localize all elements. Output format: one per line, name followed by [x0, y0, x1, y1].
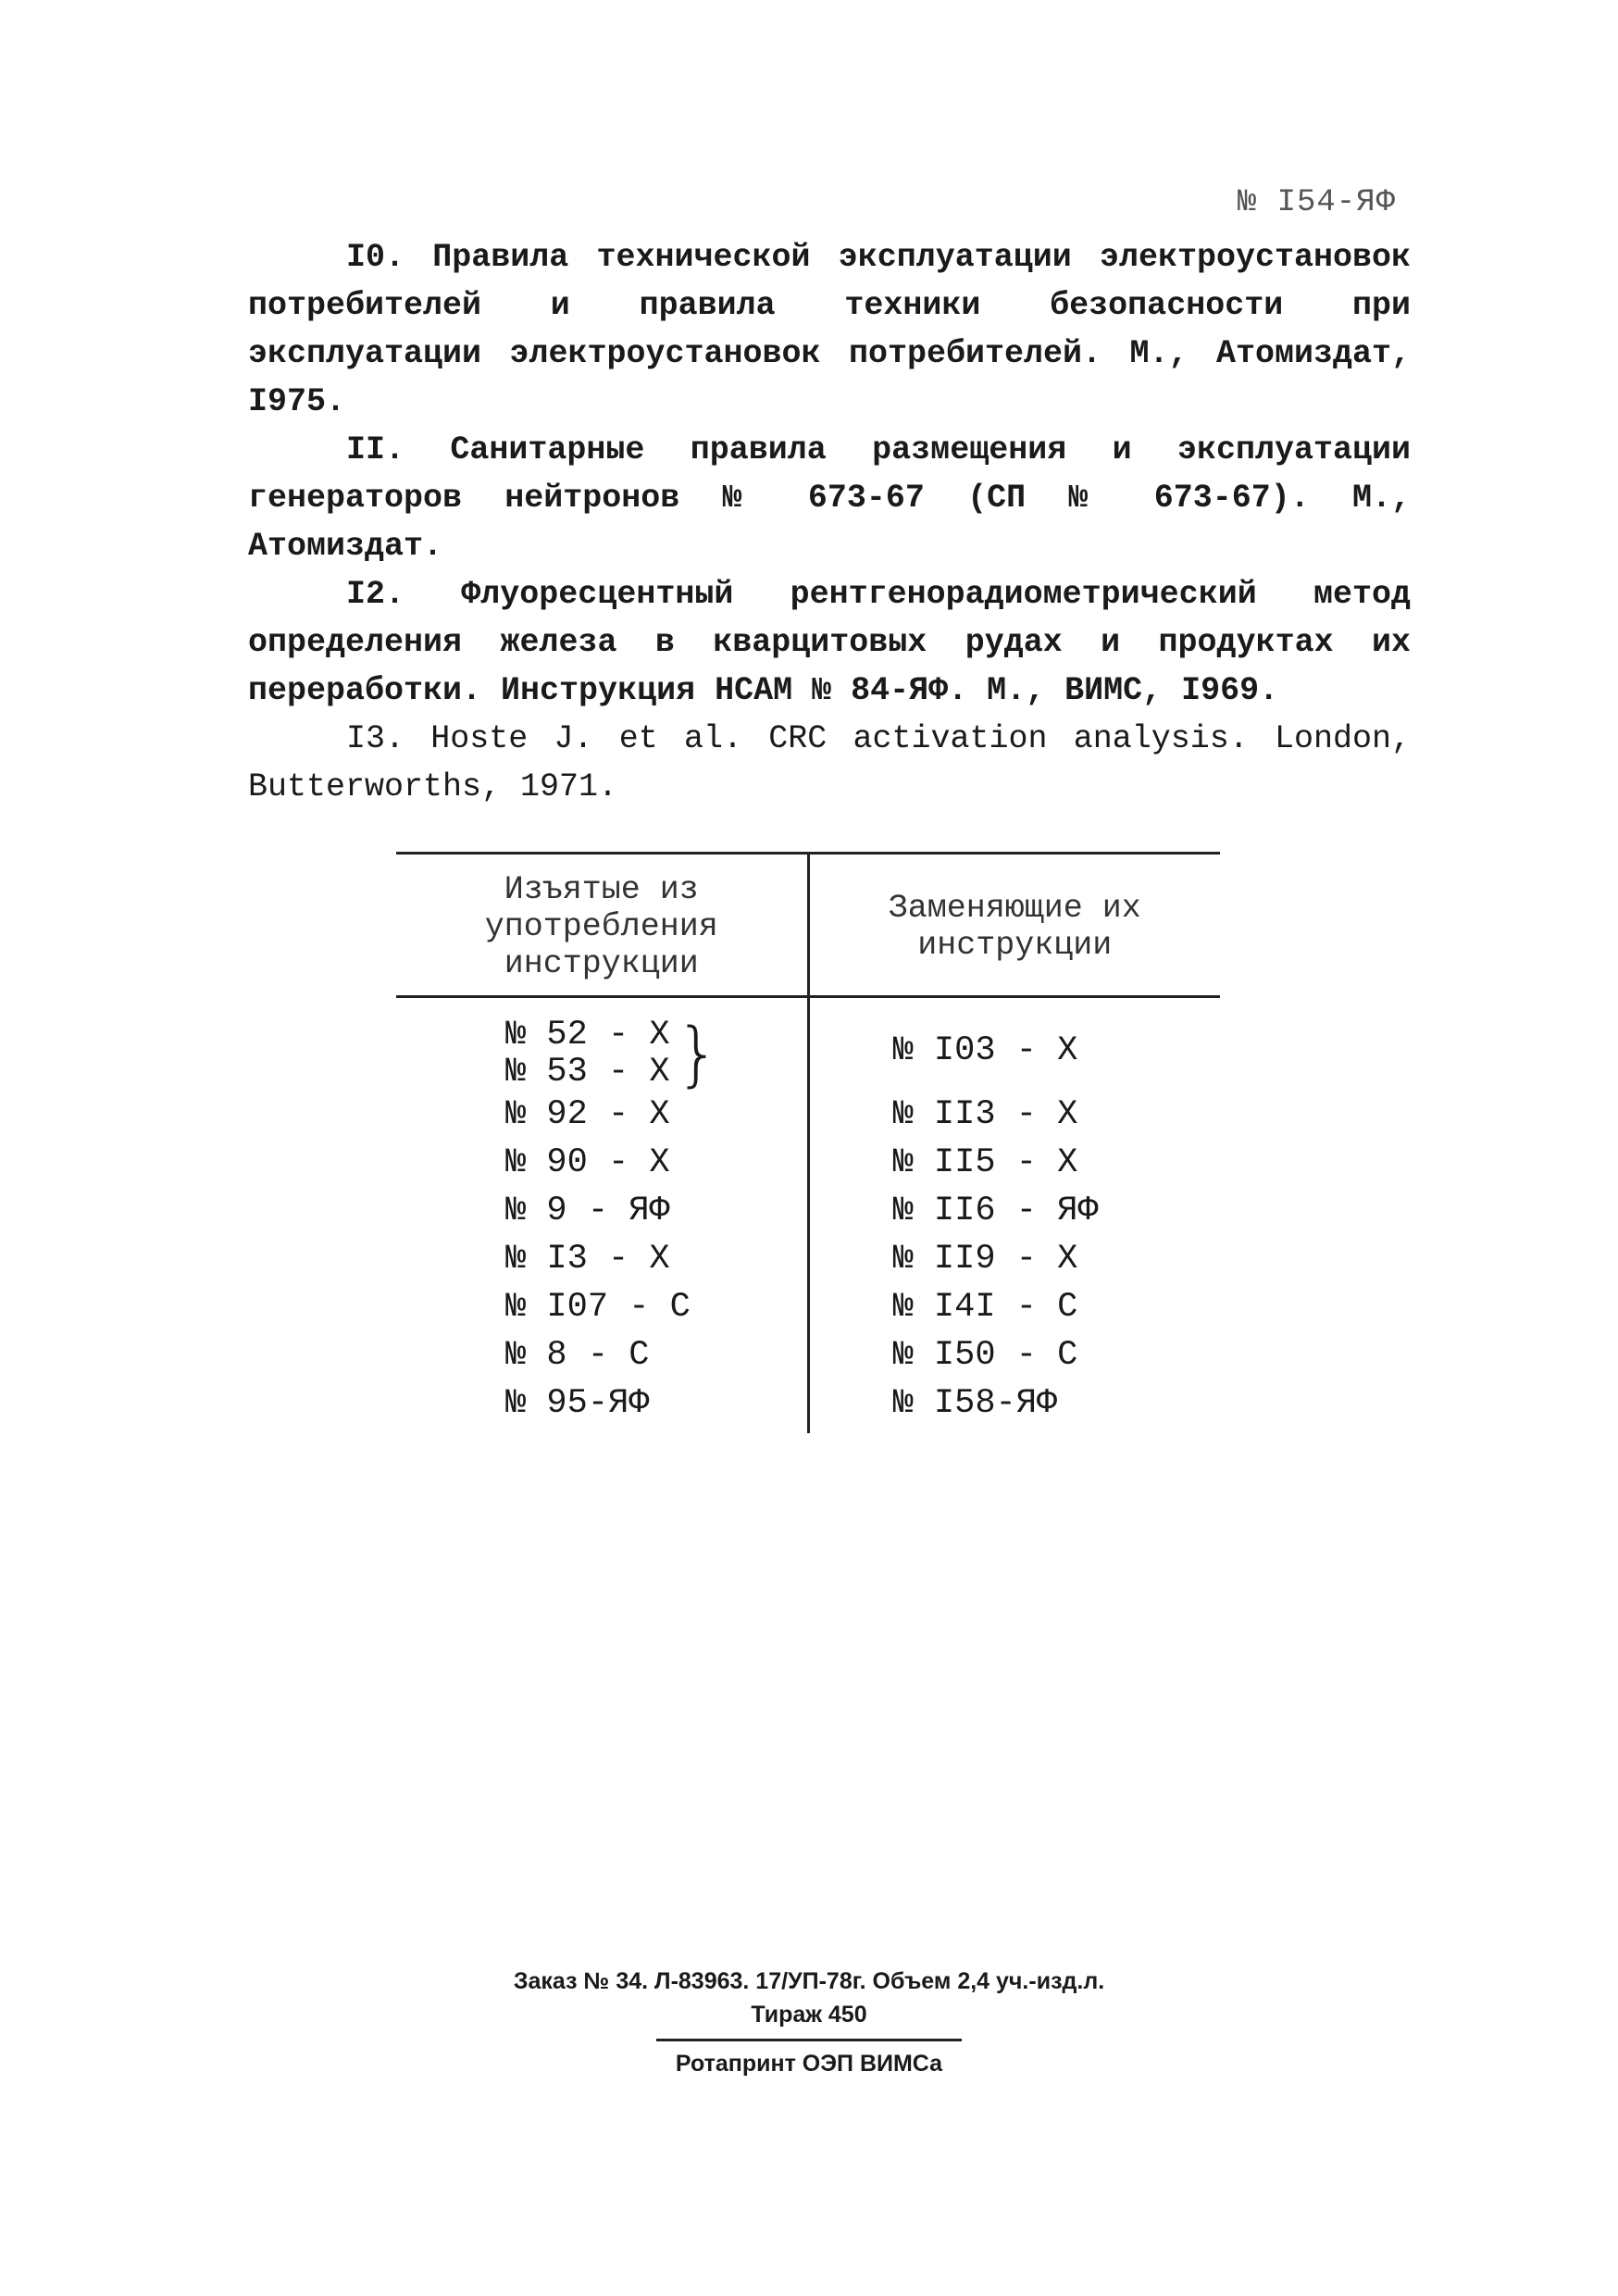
- withdrawn-cell: [396, 997, 808, 1092]
- withdrawn-cell: № 92 - X: [396, 1091, 808, 1139]
- withdrawn-cell: № I3 - X: [396, 1235, 808, 1283]
- references-list: [248, 233, 1411, 811]
- withdrawn-cell: № 90 - X: [396, 1139, 808, 1187]
- right-brace-icon: }: [675, 1012, 720, 1094]
- grouped-instructions: [505, 1012, 720, 1094]
- doc-number: № I54-ЯФ: [1237, 185, 1396, 220]
- replacing-cell: № I58-ЯФ: [892, 1384, 1058, 1423]
- replacing-cell: № I50 - C: [892, 1336, 1078, 1375]
- withdrawn-instruction: № 53 - X: [505, 1053, 670, 1092]
- table-row: [396, 1091, 1220, 1139]
- order-line: Заказ № 34. Л-83963. 17/УП-78г. Объем 2,4 уч.-изд.л.: [513, 1968, 1105, 1994]
- table-row: [396, 1139, 1220, 1187]
- replacement-table-container: [396, 852, 1220, 1433]
- replacing-cell: № II5 - X: [892, 1143, 1078, 1182]
- table-row: [396, 1331, 1220, 1379]
- withdrawn-cell: № 9 - ЯФ: [396, 1187, 808, 1235]
- printer-line: Ротапринт ОЭП ВИМСа: [656, 2039, 962, 2080]
- replacing-cell: № I03 - X: [892, 1031, 1078, 1070]
- withdrawn-cell: № I07 - C: [396, 1283, 808, 1331]
- table-row: [396, 1235, 1220, 1283]
- withdrawn-cell: № 8 - C: [396, 1331, 808, 1379]
- replacing-cell: № I4I - C: [892, 1288, 1078, 1327]
- withdrawn-instruction: № 52 - X: [505, 1016, 670, 1054]
- replacing-cell: № II9 - X: [892, 1240, 1078, 1279]
- replacement-table: [396, 852, 1220, 1433]
- table-row: [396, 997, 1220, 1092]
- replacing-cell: № II3 - X: [892, 1095, 1078, 1134]
- reference-item: II. Санитарные правила размещения и эксплуатации генераторов нейтронов № 673-67 (СП № 673-67). М., Атомиздат.: [248, 431, 1411, 565]
- reference-item: I2. Флуоресцентный рентгенорадиометрический метод определения железа в кварцитовых рудах и продуктах их переработки. Инструкция НСАМ № 84-ЯФ. М., ВИМС, I969.: [248, 576, 1411, 709]
- reference-item: I3. Hoste J. et al. CRC activation analysis. London, Butterworths, 1971.: [248, 720, 1411, 805]
- reference-item: I0. Правила технической эксплуатации электроустановок потребителей и правила техники безопасности при эксплуатации электроустановок потребителей. М., Атомиздат, I975.: [248, 239, 1411, 420]
- table-row: [396, 1187, 1220, 1235]
- table-row: [396, 1379, 1220, 1433]
- withdrawn-column-header: Изъятые из употребления инструкции: [396, 854, 808, 997]
- print-run-line: Тираж 450: [751, 2002, 867, 2028]
- withdrawn-cell: № 95-ЯФ: [396, 1379, 808, 1433]
- imprint: [0, 1965, 1618, 2080]
- replacing-column-header: Заменяющие их инструкции: [808, 854, 1220, 997]
- replacing-cell: № II6 - ЯФ: [892, 1192, 1099, 1230]
- table-row: [396, 1283, 1220, 1331]
- table-header-row: [396, 854, 1220, 997]
